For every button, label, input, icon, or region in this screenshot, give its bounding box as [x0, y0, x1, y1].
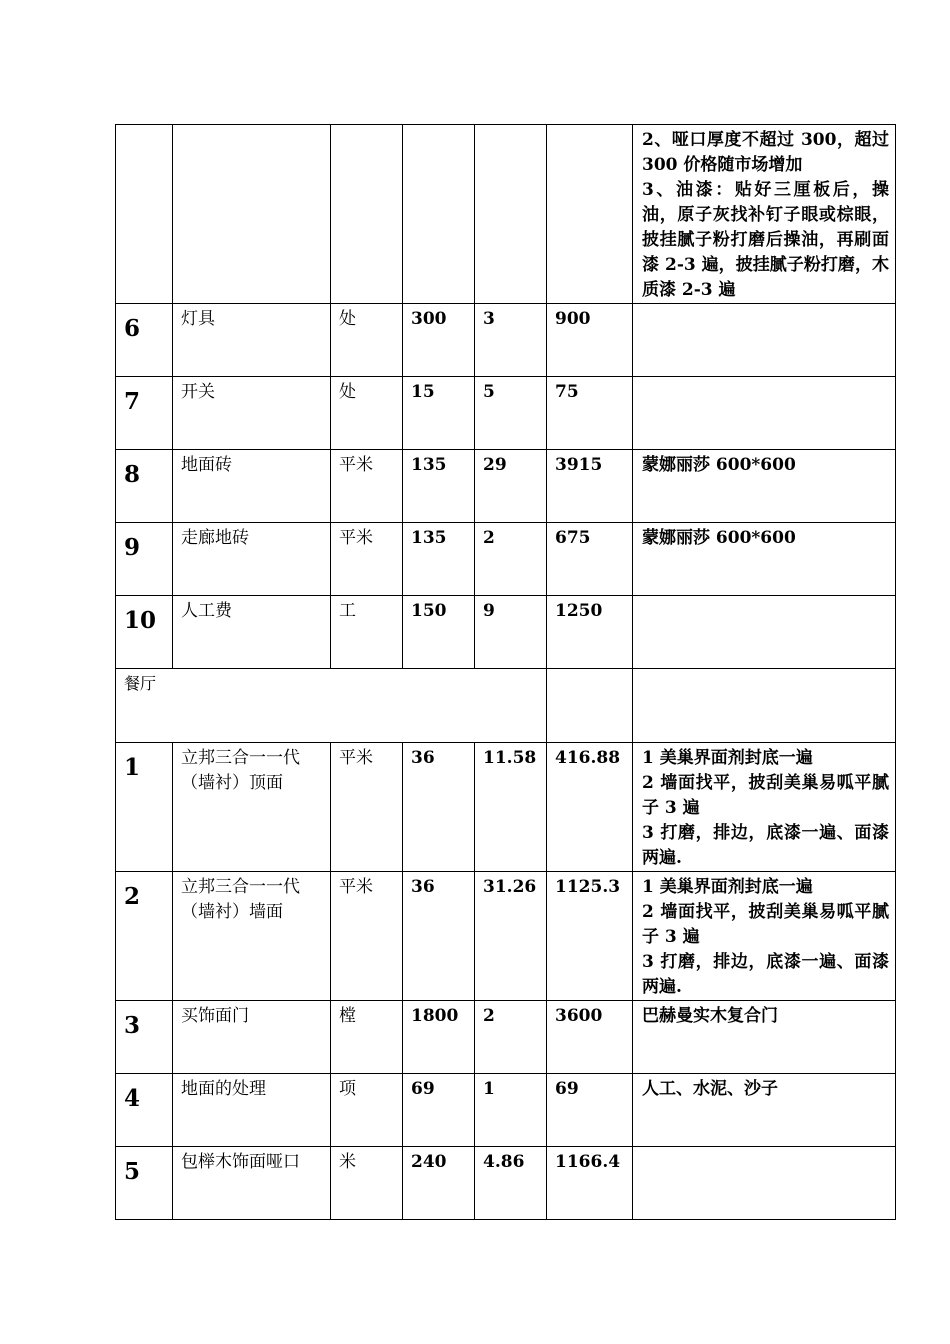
item-total: 900 — [547, 304, 633, 377]
item-qty: 11.58 — [475, 743, 547, 872]
item-note — [633, 1147, 896, 1220]
item-price: 135 — [403, 523, 475, 596]
item-unit: 樘 — [331, 1001, 403, 1074]
item-note: 巴赫曼实木复合门 — [633, 1001, 896, 1074]
item-unit: 平米 — [331, 523, 403, 596]
item-unit: 处 — [331, 304, 403, 377]
table-row — [116, 1147, 896, 1220]
item-note — [633, 304, 896, 377]
table-row — [116, 450, 896, 523]
item-price: 1800 — [403, 1001, 475, 1074]
section-row — [116, 669, 896, 743]
table-row — [116, 872, 896, 1001]
item-total: 1250 — [547, 596, 633, 669]
note-line: 3、油漆：贴好三厘板后，操油，原子灰找补钉子眼或棕眼，披挂腻子粉打磨后操油，再刷面漆 2-3 遍，披挂腻子粉打磨，木质漆 2-3 遍 — [642, 180, 889, 300]
item-name: 人工费 — [173, 596, 331, 669]
item-price: 15 — [403, 377, 475, 450]
item-note: 人工、水泥、沙子 — [633, 1074, 896, 1147]
item-name: 地面的处理 — [173, 1074, 331, 1147]
item-unit: 米 — [331, 1147, 403, 1220]
section-title: 餐厅 — [116, 669, 547, 743]
item-unit: 平米 — [331, 450, 403, 523]
row-number: 2 — [116, 872, 173, 1001]
row-number: 7 — [116, 377, 173, 450]
item-total: 69 — [547, 1074, 633, 1147]
item-qty: 29 — [475, 450, 547, 523]
item-note — [633, 377, 896, 450]
item-note: 蒙娜丽莎 600*600 — [633, 450, 896, 523]
note-line: 3 打磨，排边，底漆一遍、面漆两遍. — [642, 952, 889, 997]
item-total: 1125.3 — [547, 872, 633, 1001]
table-row — [116, 377, 896, 450]
item-total: 3915 — [547, 450, 633, 523]
row-number: 9 — [116, 523, 173, 596]
table-row — [116, 1001, 896, 1074]
item-unit: 工 — [331, 596, 403, 669]
item-unit: 处 — [331, 377, 403, 450]
note-line: 2 墙面找平，披刮美巢易呱平腻子 3 遍 — [642, 773, 889, 818]
item-name: 买饰面门 — [173, 1001, 331, 1074]
item-name: 开关 — [173, 377, 331, 450]
item-price: 240 — [403, 1147, 475, 1220]
item-name: 立邦三合一一代（墙衬）顶面 — [173, 743, 331, 872]
item-qty: 1 — [475, 1074, 547, 1147]
item-note — [633, 872, 896, 1001]
table-row — [116, 596, 896, 669]
item-qty: 2 — [475, 523, 547, 596]
item-name: 立邦三合一一代（墙衬）墙面 — [173, 872, 331, 1001]
item-qty: 31.26 — [475, 872, 547, 1001]
item-price: 36 — [403, 872, 475, 1001]
item-total: 3600 — [547, 1001, 633, 1074]
row-number: 4 — [116, 1074, 173, 1147]
table-row — [116, 304, 896, 377]
item-price: 36 — [403, 743, 475, 872]
table-row — [116, 743, 896, 872]
item-qty: 4.86 — [475, 1147, 547, 1220]
item-qty: 9 — [475, 596, 547, 669]
item-total: 675 — [547, 523, 633, 596]
row-number: 3 — [116, 1001, 173, 1074]
row-number: 1 — [116, 743, 173, 872]
item-unit: 平米 — [331, 743, 403, 872]
table-row — [116, 125, 896, 304]
item-note: 蒙娜丽莎 600*600 — [633, 523, 896, 596]
table-row — [116, 523, 896, 596]
item-qty: 2 — [475, 1001, 547, 1074]
item-price: 300 — [403, 304, 475, 377]
item-name: 包榉木饰面哑口 — [173, 1147, 331, 1220]
item-note — [633, 743, 896, 872]
row-number: 10 — [116, 596, 173, 669]
row-number: 6 — [116, 304, 173, 377]
item-name: 地面砖 — [173, 450, 331, 523]
item-note — [633, 596, 896, 669]
note-line: 3 打磨，排边，底漆一遍、面漆两遍. — [642, 823, 889, 868]
quote-table — [115, 124, 896, 1220]
item-qty: 5 — [475, 377, 547, 450]
note-line: 2 墙面找平，披刮美巢易呱平腻子 3 遍 — [642, 902, 889, 947]
item-price: 69 — [403, 1074, 475, 1147]
item-unit: 项 — [331, 1074, 403, 1147]
note-line: 1 美巢界面剂封底一遍 — [642, 877, 813, 897]
row-number: 8 — [116, 450, 173, 523]
note-line: 2、哑口厚度不超过 300，超过 300 价格随市场增加 — [642, 130, 889, 175]
item-unit: 平米 — [331, 872, 403, 1001]
item-name: 灯具 — [173, 304, 331, 377]
item-price: 135 — [403, 450, 475, 523]
item-total: 416.88 — [547, 743, 633, 872]
table-row — [116, 1074, 896, 1147]
item-name: 走廊地砖 — [173, 523, 331, 596]
item-total: 1166.4 — [547, 1147, 633, 1220]
row-number: 5 — [116, 1147, 173, 1220]
item-price: 150 — [403, 596, 475, 669]
item-qty: 3 — [475, 304, 547, 377]
note-cell — [633, 125, 896, 304]
item-total: 75 — [547, 377, 633, 450]
note-line: 1 美巢界面剂封底一遍 — [642, 748, 813, 768]
